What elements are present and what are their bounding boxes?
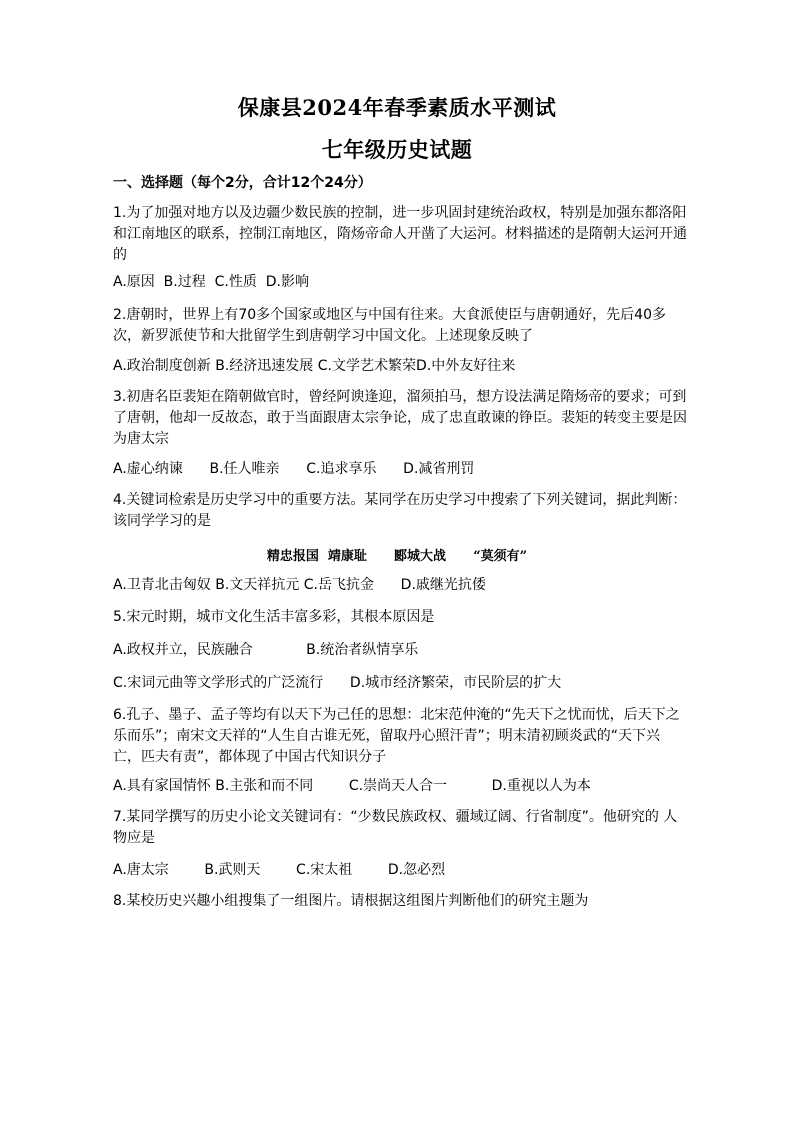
question-5-options-ab: A.政权并立，民族融合 B.统治者纵情享乐 <box>113 642 419 658</box>
section-heading: 一、选择题（每个2分，合计12个24分） <box>113 175 372 191</box>
question-5-text: 5.宋元时期，城市文化生活丰富多彩，其根本原因是 <box>113 609 435 625</box>
exam-subtitle: 七年级历史试题 <box>321 137 473 162</box>
question-4-text: 4.关键词检索是历史学习中的重要方法。某同学在历史学习中搜索了下列关键词，据此判断：该同学学习的是 <box>113 492 687 529</box>
question-5-options-cd: C.宋词元曲等文学形式的广泛流行 D.城市经济繁荣，市民阶层的扩大 <box>113 675 562 691</box>
question-4-options: A.卫青北击匈奴 B.文天祥抗元 C.岳飞抗金 D.戚继光抗倭 <box>113 577 486 593</box>
question-4-keywords: 精忠报国 靖康耻 郾城大战 “莫须有” <box>266 549 528 564</box>
question-7-options: A.唐太宗 B.武则天 C.宋太祖 D.忽必烈 <box>113 862 446 878</box>
question-1-text: 1.为了加强对地方以及边疆少数民族的控制，进一步巩固封建统治政权，特别是加强东都洛阳和江南地区的联系，控制江南地区，隋炀帝命人开凿了大运河。材料描述的是隋朝大运河开通的 <box>113 205 687 263</box>
question-3-text: 3.初唐名臣裴矩在隋朝做官时，曾经阿谀逢迎，溜须拍马，想方设法满足隋炀帝的要求；可到了唐朝，他却一反故态，敢于当面跟唐太宗争论，成了忠直敢谏的铮臣。裴矩的转变主要是因为唐太宗 <box>113 389 687 447</box>
exam-title: 保康县2024年春季素质水平测试 <box>237 95 557 120</box>
question-1-options: A.原因 B.过程 C.性质 D.影响 <box>113 274 309 290</box>
question-6-text: 6.孔子、墨子、孟子等均有以天下为己任的思想：北宋范仲淹的“先天下之忧而忧，后天下之乐而乐”；南宋文天祥的“人生自古谁无死，留取丹心照汗青”；明末清初顾炎武的“天下兴亡，匹夫有责”，都体现了中国古代知识分子 <box>113 707 680 765</box>
question-7-text: 7.某同学撰写的历史小论文关键词有：“少数民族政权、疆域辽阔、行省制度”。他研究的 人物应是 <box>113 809 678 846</box>
question-2-text: 2.唐朝时，世界上有70多个国家或地区与中国有往来。大食派使臣与唐朝通好，先后40多次，新罗派使节和大批留学生到唐朝学习中国文化。上述现象反映了 <box>113 307 666 344</box>
question-3-options: A.虚心纳谏 B.任人唯亲 C.追求享乐 D.减省刑罚 <box>113 461 475 477</box>
question-2-options: A.政治制度创新 B.经济迅速发展 C.文学艺术繁荣D.中外友好往来 <box>113 358 516 374</box>
question-6-options: A.具有家国情怀 B.主张和而不同 C.崇尚天人合一 D.重视以人为本 <box>113 778 591 794</box>
question-8-text: 8.某校历史兴趣小组搜集了一组图片。请根据这组图片判断他们的研究主题为 <box>113 893 589 909</box>
